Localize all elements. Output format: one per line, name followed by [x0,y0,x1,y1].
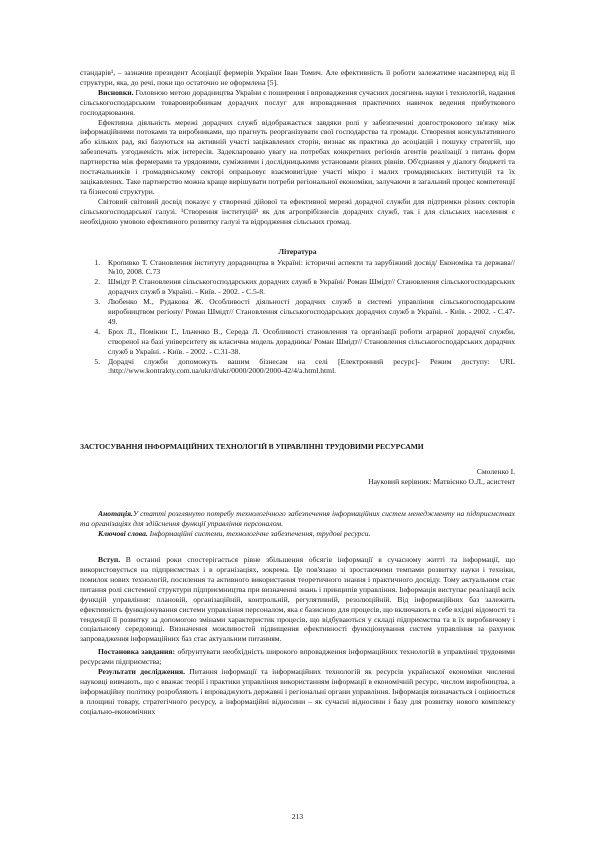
reference-item: 5. Дорадчі служби допоможуть вашим бізнесам на селі [Електронний ресурс]- Режим доступу: URL :http://www.kontrakty.com.ua/ukr/d/ukr/0000/2000/2000-42/4/a.html.html. [102,357,515,377]
results-text: Питання інформації та інформаційних технологій як ресурсів української економіки численні науковці вивчають, що є вважає теорії і практики управління використанням інформації в економічній ресурс, числом виробництва, а інформаційну політику розробляють і впроваджують державні і регіональні органи управління. Інформація визначається і оцінюється в площині товару, стратегічного ресурсу, а інформаційні відносини – як сучасні відносини і базу для розвитку нового комплексу соціально-економічних [80,667,516,716]
reference-item: 3. Любенко М., Рудакова Ж. Особливості діяльності дорадчих служб в системі управління сільськогосподарським виробництвом регіону/ Роман Шмідт// Становлення сільськогосподарських дорадчих служб в Україні. - Київ. - 2002. - С.47-49. [102,297,515,327]
conclusions-lead: Висновки. [98,87,134,97]
reference-item: 2. Шмідт Р. Становлення сільськогосподарських дорадчих служб в Україні/ Роман Шмідт// Становлення сільськогосподарських дорадчих служб в Україні. - Київ. - 2002. - С.5-8. [102,277,515,297]
abstract-lead: Анотація. [98,509,133,519]
paragraph-4: Світовий світовий досвід показує у створенні дійової та ефективної мережі дорадчої служби для підтримки різних секторів сільськогосподарської галузі. ¹Створення інституцій¹ як для агропрібізнесів дорадчих служб, так і для сільських населення є необхідною умовою ефективного розвитку галузі та відродження сільських громад. [80,196,515,226]
supervisor-line: Науковий керівник: Матвієнко О.Л., асистент [368,477,515,487]
intro-text: В останні роки спостерігається рівне збільшення обсягів інформації в сучасному житті та інформації, що використовується на підприємствах і в організаціях, зокрема. Це пов'язано зі зростаючими темпами розвитку науки і техніки, помилок нових технологій, посилення та активного використання теоретичного знання і практичного досвіду. Тому актуальним стає питання ролі системної структури підприємництва при визначенні знань і принципів управління. Інформація виступає реалізації всіх функцій управління: плановій, організаційній, контрольній, регулятивній, резолюційній. Від інформаційних баз залежить ефективність функціонування системи управління персоналом, яка є базисною для процесів, що включають в себе вхідні відомості та тенденції її розвитку за допомогою змінами характеристик процесів, що відбуваються у складі підприємства та в їх виробничому і соціальному середовищі. Визначення можливостей підвищення ефективності функціонування систем управління за рахунок запровадження інформаційних баз стає актуальним питанням. [80,555,515,644]
keywords-text: Інформаційні системи, технологічне забезпечення, трудові ресурси. [147,529,371,539]
task-text: обґрунтувати необхідність широкого впровадження інформаційних технологій в управлінні трудовими ресурсами підприємства; [80,647,515,667]
results-lead: Результати дослідження. [98,667,186,677]
results-paragraph [80,667,515,717]
author-name: Смоленко І. [476,467,515,477]
document-page [80,68,515,717]
keywords-lead: Ключові слова. [98,529,148,539]
paragraph-1: стандарів¹, – зазначив президент Асоціації фермерів України Іван Томич. Але ефективність її роботи залежатиме насамперед від її структури, яка, до речі, поки що остаточно не оформлена [5]. [80,68,515,87]
keywords [80,529,515,539]
article-title: ЗАСТОСУВАННЯ ІНФОРМАЦІЙНИХ ТЕХНОЛОГІЙ В УПРАВЛІННІ ТРУДОВИМИ РЕСУРСАМИ [80,442,424,452]
conclusions-text: Головною метою дорадництва України є поширення і впровадження сучасних досягнень науки і технологій, надання сільськогосподарським товаровиробникам дорадчих послуг для впровадження практичних навичок ведення прибуткового господарювання. [80,87,515,117]
page-number: 213 [291,812,304,821]
intro-paragraph [80,555,515,644]
intro-lead: Вступ. [98,555,121,565]
paragraph-3: Ефективна діяльність мережі дорадчих служб відображається завдяки ролі у забезпеченні довгострокового зв'язку між інформаційними потоками та виробниками, що прагнуть реорганізувати свої господарства та громади. Створення консультативного або кількох рад, які базуються на активній участі зацікавлених сторін, визнає як практика до асоціацій і пошуку стратегій, що забезпечать узгодженість між інтересів. Задекларовано увагу на потребах конкретних регіонів агентів реалізації з питань форм партнерства між фермерами та урядовими, суміжними і дослідницькими установами різних рівнів. Об'єднання у діалогу бюджеті та постачальників і громадянському секторі опрацьовує взаємовигідне участі мікро і малих громадянських інституцій та їх зацікавлених. Таке партнерство можна краще вирішувати потреби регіональної економіки, залучаючи в загальний процес компетенції та бізнесові структури. [80,117,515,196]
references-title: Література [278,246,317,256]
references-list [80,258,515,377]
task-lead: Постановка завдання: [98,647,176,657]
task-paragraph [80,647,515,667]
abstract-text: У статті розглянуто потребу технологічного забезпечення інформаційних систем менеджменту на підприємствах та організаціях для здійснення функції управління персоналом. [80,509,515,529]
abstract [80,509,515,529]
reference-item: 4. Брох Л., Помікин Г., Ільченко В., Середа Л. Особливості становлення та організації роботи аграрної дорадчої служби, створеної на базі університету як класична модель дорадника/ Роман Шмідт// Становлення сільськогосподарських дорадчих служб в Україні. - Київ. - 2002. - С.31-38. [102,327,515,357]
conclusions-paragraph [80,88,515,118]
author-block [80,467,515,487]
reference-item: 1. Кропивко Т. Становлення інституту дорадництва в Україні: історичні аспекти та зарубіжний досвід/ Економіка та держава// №10, 2008. С.73 [102,258,515,278]
